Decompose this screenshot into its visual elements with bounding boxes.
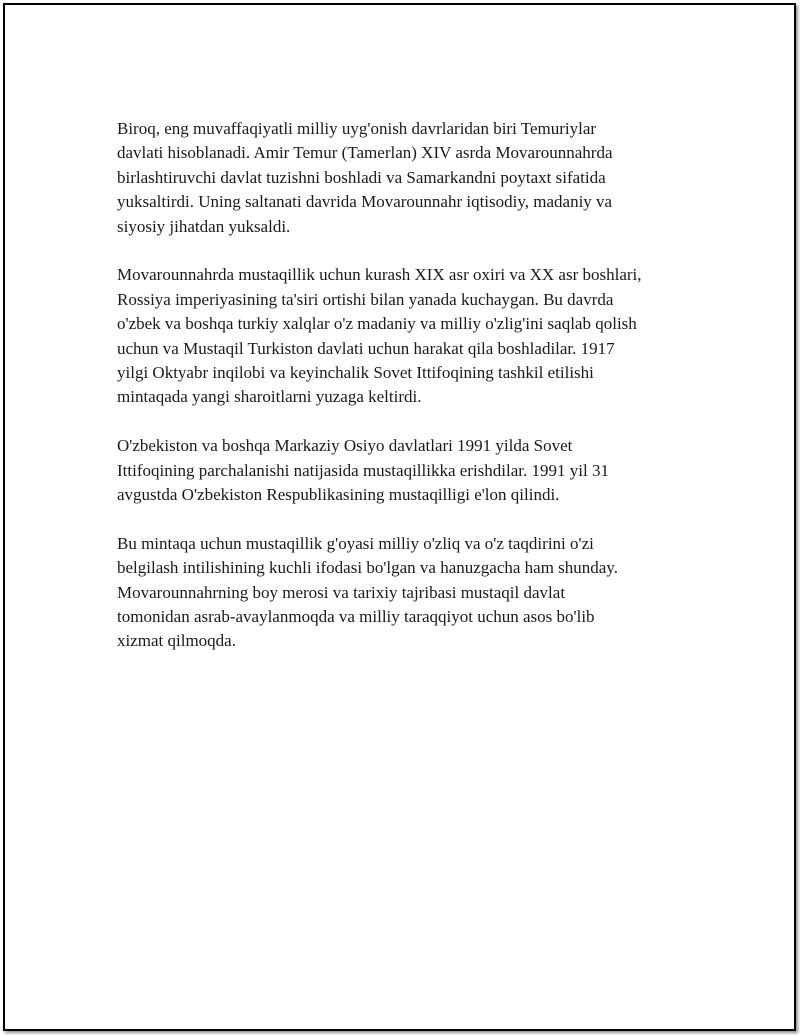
- text-line: Movarounnahrning boy merosi va tarixiy tajribasi mustaqil davlat: [117, 582, 566, 602]
- text-line: Movarounnahrda mustaqillik uchun kurash XIX asr oxiri va XX asr boshlari,: [117, 265, 642, 285]
- text-line: xizmat qilmoqda.: [117, 631, 236, 651]
- text-line: birlashtiruvchi davlat tuzishni boshladi va Samarkandni poytaxt sifatida: [117, 167, 606, 187]
- paragraph-2: [117, 263, 702, 409]
- text-line: Biroq, eng muvaffaqiyatli milliy uyg'onish davrlaridan biri Temuriylar: [117, 119, 597, 138]
- text-line: Rossiya imperiyasining ta'siri ortishi bilan yanada kuchaygan. Bu davrda: [117, 289, 614, 309]
- text-line: belgilash intilishining kuchli ifodasi bo'lgan va hanuzgacha ham shunday.: [117, 558, 618, 578]
- document-body: [117, 117, 702, 678]
- text-line: yuksaltirdi. Uning saltanati davrida Movarounnahr iqtisodiy, madaniy va: [117, 192, 613, 212]
- text-line: o'zbek va boshqa turkiy xalqlar o'z madaniy va milliy o'zlig'ini saqlab qolish: [117, 314, 637, 334]
- text-line: siyosiy jihatdan yuksaldi.: [117, 216, 291, 236]
- text-line: mintaqada yangi sharoitlarni yuzaga keltirdi.: [117, 387, 422, 407]
- text-line: avgustda O'zbekiston Respublikasining mustaqilligi e'lon qilindi.: [117, 485, 560, 505]
- text-line: davlati hisoblanadi. Amir Temur (Tamerlan) XIV asrda Movarounnahrda: [117, 143, 613, 163]
- text-line: yilgi Oktyabr inqilobi va keyinchalik Sovet Ittifoqining tashkil etilishi: [117, 363, 594, 383]
- text-line: tomonidan asrab-avaylanmoqda va milliy taraqqiyot uchun asos bo'lib: [117, 607, 595, 627]
- text-line: Ittifoqining parchalanishi natijasida mustaqillikka erishdilar. 1991 yil 31: [117, 460, 609, 480]
- paragraph-1: [117, 117, 702, 239]
- text-line: Bu mintaqa uchun mustaqillik g'oyasi milliy o'zliq va o'z taqdirini o'zi: [117, 533, 594, 553]
- text-line: uchun va Mustaqil Turkiston davlati uchun harakat qila boshladilar. 1917: [117, 338, 615, 358]
- text-line: O'zbekiston va boshqa Markaziy Osiyo davlatlari 1991 yilda Sovet: [117, 436, 573, 456]
- paragraph-4: [117, 532, 702, 654]
- paragraph-3: [117, 434, 702, 507]
